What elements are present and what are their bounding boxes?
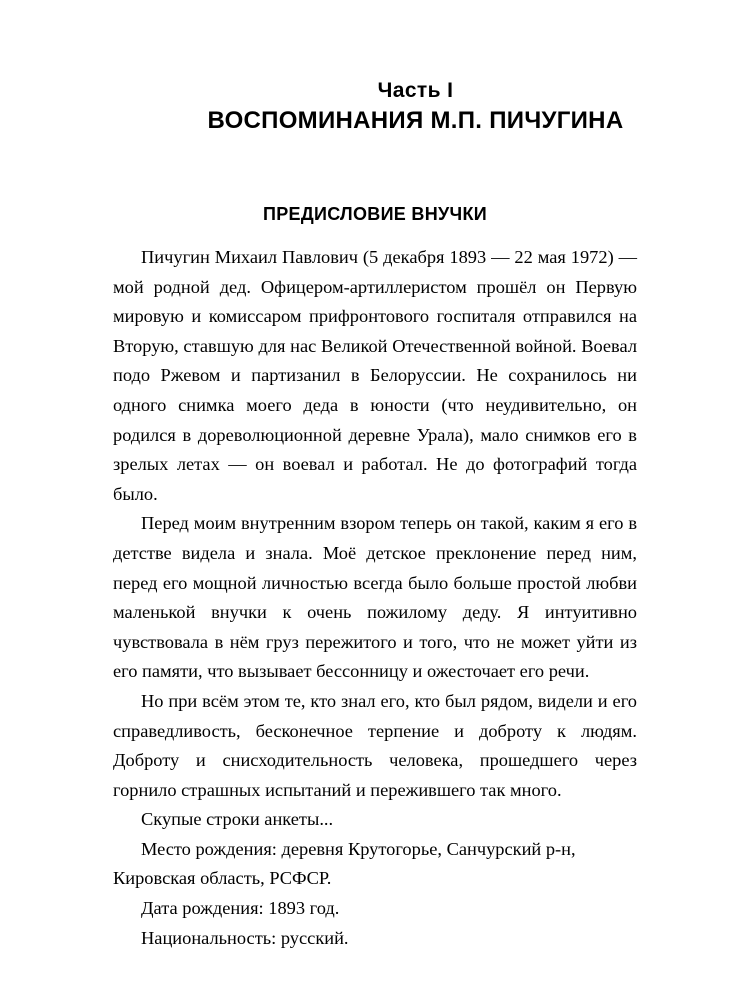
body-paragraph: Национальность: русский.: [141, 927, 349, 948]
body-paragraph: Но при всём этом те, кто знал его, кто был рядом, видели и его справедливость, бесконечное терпение и доброту к людям. Доброту и снисходительность человека, прошедшего через горнило страшных испытаний и пережившего так много.: [113, 690, 637, 800]
body-paragraph: Скупые строки анкеты...: [141, 809, 334, 830]
part-title-label: ВОСПОМИНАНИЯ М.П. ПИЧУГИНА: [207, 107, 624, 134]
part-number-label: Часть I: [377, 79, 454, 102]
body-paragraph: Пичугин Михаил Павлович (5 декабря 1893 — 22 мая 1972) — мой родной дед. Офицером-артиллеристом прошёл он Первую мировую и комиссаром прифронтового госпиталя отправился на Вторую, ставшую для нас Великой Отечественной войной. Воевал подо Ржевом и партизанил в Белоруссии. Не сохранилось ни одного снимка моего деда в юности (что неудивительно, он родился в дореволюционной деревне Урала), мало снимков его в зрелых летах — он воевал и работал. Не до фотографий тогда было.: [113, 247, 637, 504]
body-paragraph: Перед моим внутренним взором теперь он такой, каким я его в детстве видела и знала. Моё детское преклонение перед ним, перед его мощной личностью всегда было больше простой любви маленькой внучки к очень пожилому деду. Я интуитивно чувствовала в нём груз пережитого и того, что не может уйти из его памяти, что вызывает бессонницу и ожесточает его речи.: [113, 513, 637, 682]
body-paragraph: Место рождения: деревня Крутогорье, Санчурский р-н, Кировская область, РСФСР.: [113, 838, 576, 889]
part-heading: [113, 78, 718, 136]
body-paragraph: Дата рождения: 1893 год.: [141, 898, 340, 919]
body-text-column: [113, 243, 637, 953]
section-heading: ПРЕДИСЛОВИЕ ВНУЧКИ: [262, 204, 487, 224]
